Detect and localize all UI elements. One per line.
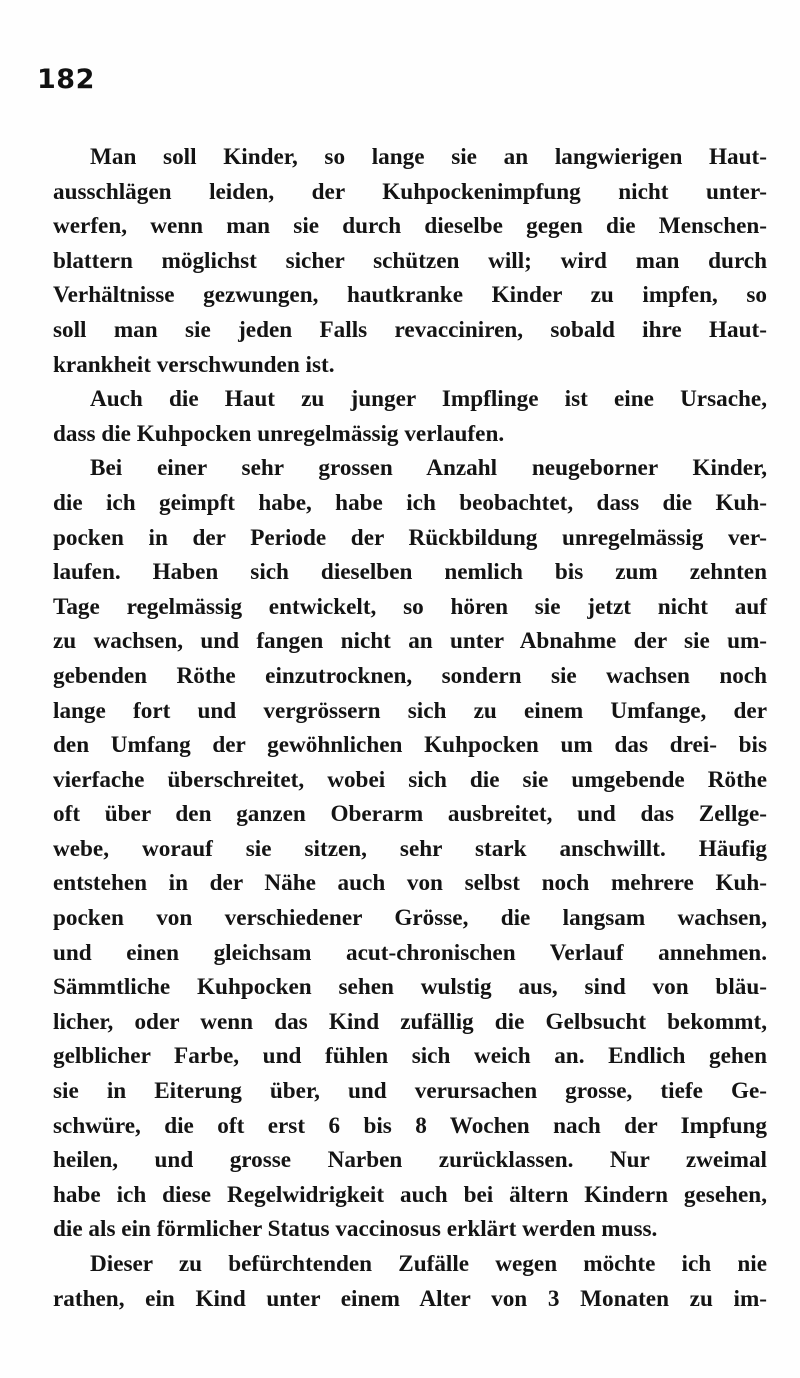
body-text bbox=[53, 140, 767, 1316]
text-line: entstehen in der Nähe auch von selbst noch mehrere Kuh- bbox=[53, 870, 767, 897]
text-line: Sämmtliche Kuhpocken sehen wulstig aus, sind von bläu- bbox=[53, 974, 767, 1001]
text-line: schwüre, die oft erst 6 bis 8 Wochen nach der Impfung bbox=[53, 1112, 767, 1139]
text-line: Bei einer sehr grossen Anzahl neugeborner Kinder, bbox=[90, 455, 767, 482]
text-line: heilen, und grosse Narben zurücklassen. Nur zweimal bbox=[53, 1147, 767, 1174]
text-line: Verhältnisse gezwungen, hautkranke Kinder zu impfen, so bbox=[53, 282, 767, 309]
text-line: habe ich diese Regelwidrigkeit auch bei ältern Kindern gesehen, bbox=[53, 1181, 767, 1208]
page-number: 182 bbox=[37, 64, 95, 95]
text-line: laufen. Haben sich dieselben nemlich bis zum zehnten bbox=[53, 559, 767, 586]
text-line: die als ein förmlicher Status vaccinosus erklärt werden muss. bbox=[53, 1216, 658, 1243]
text-line: zu wachsen, und fangen nicht an unter Abnahme der sie um- bbox=[53, 628, 767, 655]
text-line: Tage regelmässig entwickelt, so hören sie jetzt nicht auf bbox=[53, 593, 767, 620]
text-line: pocken in der Periode der Rückbildung unregelmässig ver- bbox=[53, 524, 767, 551]
text-line: gebenden Röthe einzutrocknen, sondern sie wachsen noch bbox=[53, 662, 767, 689]
text-line: oft über den ganzen Oberarm ausbreitet, und das Zellge- bbox=[53, 801, 767, 828]
text-line: soll man sie jeden Falls revacciniren, sobald ihre Haut- bbox=[53, 316, 767, 343]
text-line: Man soll Kinder, so lange sie an langwierigen Haut- bbox=[90, 144, 767, 170]
text-line: webe, worauf sie sitzen, sehr stark anschwillt. Häufig bbox=[53, 835, 767, 862]
text-line: blattern möglichst sicher schützen will; wird man durch bbox=[53, 247, 767, 274]
text-line: den Umfang der gewöhnlichen Kuhpocken um das drei- bis bbox=[53, 732, 767, 759]
text-line: Auch die Haut zu junger Impflinge ist eine Ursache, bbox=[90, 386, 767, 413]
text-line: krankheit verschwunden ist. bbox=[53, 351, 335, 378]
text-line: gelblicher Farbe, und fühlen sich weich an. Endlich gehen bbox=[53, 1043, 767, 1070]
text-line: ausschlägen leiden, der Kuhpockenimpfung nicht unter- bbox=[53, 178, 767, 205]
text-line: die ich geimpft habe, habe ich beobachtet, dass die Kuh- bbox=[53, 489, 767, 516]
text-line: lange fort und vergrössern sich zu einem Umfange, der bbox=[53, 697, 767, 724]
text-line: dass die Kuhpocken unregelmässig verlaufen. bbox=[53, 420, 505, 447]
text-line: licher, oder wenn das Kind zufällig die Gelbsucht bekommt, bbox=[53, 1008, 767, 1035]
text-line: und einen gleichsam acut-chronischen Verlauf annehmen. bbox=[53, 939, 767, 966]
text-line: sie in Eiterung über, und verursachen grosse, tiefe Ge- bbox=[53, 1078, 767, 1105]
text-line: rathen, ein Kind unter einem Alter von 3 Monaten zu im- bbox=[53, 1285, 767, 1312]
text-line: Dieser zu befürchtenden Zufälle wegen möchte ich nie bbox=[90, 1251, 767, 1277]
text-line: pocken von verschiedener Grösse, die langsam wachsen, bbox=[53, 905, 767, 932]
text-line: werfen, wenn man sie durch dieselbe gegen die Menschen- bbox=[53, 213, 767, 240]
text-line: vierfache überschreitet, wobei sich die sie umgebende Röthe bbox=[53, 766, 767, 793]
